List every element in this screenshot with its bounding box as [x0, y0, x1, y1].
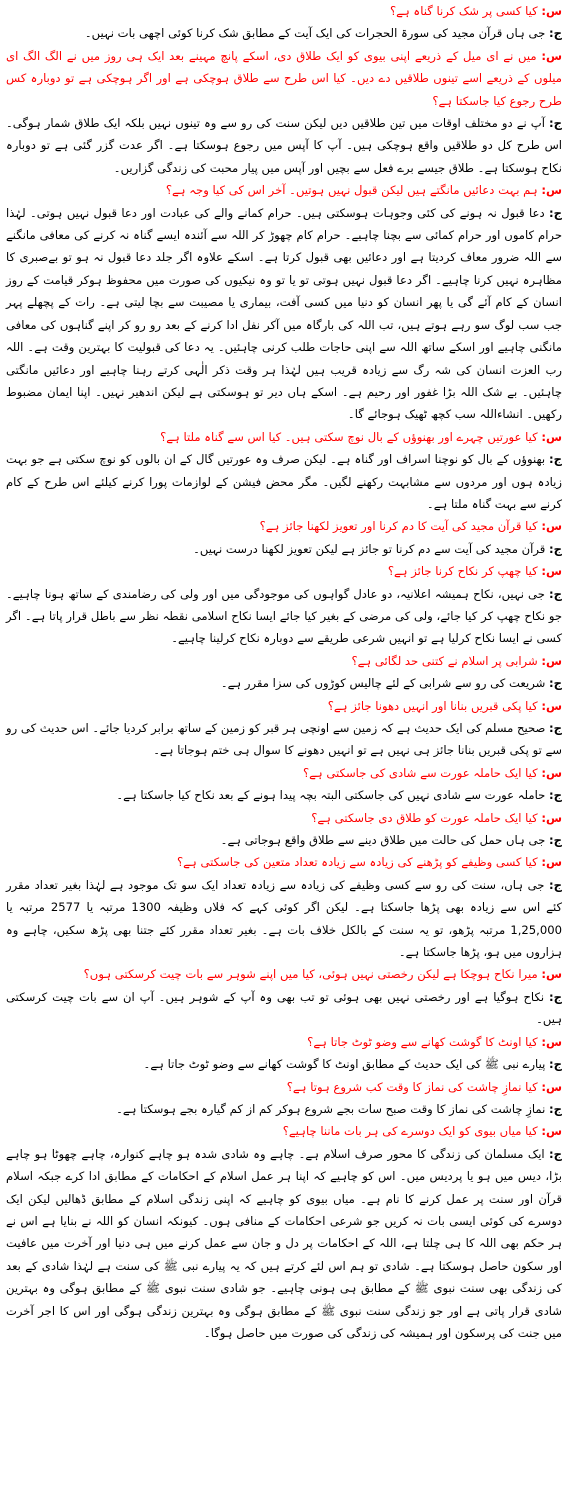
qa-item: [6, 426, 562, 516]
question-marker: س:: [541, 48, 562, 63]
answer-text: جی ہاں قرآن مجید کی سورۃ الحجرات کی ایک آیت کے مطابق شک کرنا کوئی اچھی بات نہیں۔: [84, 26, 546, 41]
question: [6, 0, 562, 22]
question: [6, 650, 562, 672]
qa-item: [6, 807, 562, 852]
question: [6, 515, 562, 537]
question-marker: س:: [541, 855, 562, 870]
answer-text: قرآن مجید کی آیت سے دم کرنا تو جائز ہے لیکن تعویز لکھنا درست نہیں۔: [193, 541, 546, 556]
question-text: کیا چھپ کر نکاح کرنا جائز ہے؟: [387, 564, 538, 579]
question-text: ہم بہت دعائیں مانگتے ہیں لیکن قبول نہیں ہوتیں۔ آخر اس کی کیا وجہ ہے؟: [165, 183, 538, 198]
question-text: کیا اونٹ کا گوشت کھانے سے وضو ٹوٹ جاتا ہے؟: [307, 1034, 538, 1049]
question: [6, 179, 562, 201]
answer: [6, 986, 562, 1031]
question-marker: س:: [541, 1079, 562, 1094]
answer-marker: ج:: [549, 877, 562, 892]
answer-marker: ج:: [549, 676, 562, 691]
qa-item: [6, 179, 562, 425]
question: [6, 762, 562, 784]
answer-text: بھنوؤں کے بال کو نوچنا اسراف اور گناہ ہے۔ لیکن صرف وہ عورتیں گال کے ان بالوں کو نوچ سکتی ہے جو بہت زیادہ ہوں اور مردوں سے مشابہت رکھنے لگیں۔ مگر محض فیشن کے لوازمات پورا کرنے کیلئے اس طرح کے کام کرنے سے بہت گناہ ملتا ہے۔: [6, 452, 562, 511]
answer-marker: ج:: [549, 26, 562, 41]
answer: [6, 784, 562, 806]
answer: [6, 448, 562, 515]
qa-item: [6, 560, 562, 650]
question: [6, 851, 562, 873]
answer-marker: ج:: [549, 452, 562, 467]
answer: [6, 583, 562, 650]
question-text: میرا نکاح ہوچکا ہے لیکن رخصتی نہیں ہوئی، کیا میں اپنے شوہر سے بات چیت کرسکتی ہوں؟: [83, 967, 538, 982]
question-marker: س:: [541, 653, 562, 668]
question-marker: س:: [541, 698, 562, 713]
question-text: کیا قرآن مجید کی آیت کا دم کرنا اور تعویز لکھنا جائز ہے؟: [259, 519, 538, 534]
question: [6, 963, 562, 985]
question-text: کیا پکی قبریں بنانا اور انہیں دھونا جائز ہے؟: [327, 698, 538, 713]
question-marker: س:: [541, 810, 562, 825]
answer-text: شریعت کی رو سے شرابی کے لئے چالیس کوڑوں کی سزا مقرر ہے۔: [220, 676, 546, 691]
question: [6, 45, 562, 112]
answer-marker: ج:: [549, 116, 563, 131]
answer-text: نکاح ہوگیا ہے اور رخصتی نہیں بھی ہوئی تو تب بھی وہ آپ کے شوہر ہیں۔ آپ ان سے بات چیت کرسکتی ہیں۔: [6, 989, 562, 1027]
qa-item: [6, 45, 562, 179]
answer: [6, 874, 562, 964]
question-text: کیا ایک حاملہ عورت کو طلاق دی جاسکتی ہے؟: [311, 810, 538, 825]
answer: [6, 1098, 562, 1120]
qa-item: [6, 650, 562, 695]
answer: [6, 1143, 562, 1345]
answer-text: آپ نے دو مختلف اوقات میں تین طلاقیں دیں لیکن سنت کی رو سے وہ تینوں نہیں بلکہ ایک طلاق شمار ہوگی۔ اس طرح کل دو طلاقیں واقع ہوچکی ہیں۔ آپ کا آپس میں رجوع ہوسکتا ہے۔ اگر عدت گزر گئی ہے تو دوبارہ نکاح ہوسکتا ہے۔ طلاق جیسے برے فعل سے بچیں اور آپس میں پیار محبت کی زندگی گزاریں۔: [6, 116, 562, 175]
qa-item: [6, 1031, 562, 1076]
answer-marker: ج:: [549, 788, 562, 803]
qa-item: [6, 515, 562, 560]
question-marker: س:: [541, 519, 562, 534]
question-text: کیا میاں بیوی کو ایک دوسرے کی ہر بات ماننا چاہیے؟: [282, 1124, 538, 1139]
answer: [6, 22, 562, 44]
qa-item: [6, 0, 562, 45]
question-text: میں نے ای میل کے ذریعے اپنی بیوی کو ایک طلاق دی، اسکے پانچ مہینے بعد ایک ہی روز میں نے الگ الگ ای میلوں کے ذریعے اسے تینوں طلاقیں دے دیں۔ کیا اس طرح سے طلاق ہوچکی ہے اور اگر ہوچکی ہے تو دوبارہ کس طرح رجوع کیا جاسکتا ہے؟: [6, 48, 562, 108]
question-text: شرابی پر اسلام نے کتنی حد لگائی ہے؟: [351, 653, 538, 668]
answer: [6, 538, 562, 560]
answer-text: نمازِ چاشت کی نماز کا وقت صبح سات بجے شروع ہوکر کم از کم گیارہ بجے ہوسکتا ہے۔: [116, 1101, 546, 1116]
answer: [6, 1053, 562, 1075]
question-text: کیا عورتیں چہرے اور بھنوؤں کے بال نوچ سکتی ہیں۔ کیا اس سے گناہ ملتا ہے؟: [160, 429, 538, 444]
answer-text: پیارے نبی ﷺ کی ایک حدیث کے مطابق اونٹ کا گوشت کھانے سے وضو ٹوٹ جاتا ہے۔: [143, 1057, 546, 1072]
answer-text: جی ہاں، سنت کی رو سے کسی وظیفے کی زیادہ سے زیادہ تعداد ایک سو تک موجود ہے لہٰذا بغیر تعداد مقرر کئے اس سے زیادہ بھی پڑھا جاسکتا ہے۔ لیکن اگر کوئی کہے کہ فلاں وظیفہ 1300 مرتبہ یا 2577 مرتبہ یا 1,25,000 مرتبہ پڑھو، تو یہ سنت کے بالکل خلاف بات ہے۔ بغیر تعداد مقرر کئے جتنا بھی پڑھ سکیں، چاہے وہ ہزاروں میں ہو، پڑھا جاسکتا ہے۔: [6, 877, 562, 960]
qa-item: [6, 695, 562, 762]
question: [6, 1031, 562, 1053]
question-text: کیا نمازِ چاشت کی نماز کا وقت کب شروع ہوتا ہے؟: [286, 1079, 538, 1094]
answer-text: جی ہاں حمل کی حالت میں طلاق دینے سے طلاق واقع ہوجاتی ہے۔: [220, 833, 546, 848]
question-text: کیا کسی وظیفے کو پڑھنے کی زیادہ سے زیادہ تعداد متعین کی جاسکتی ہے؟: [177, 855, 538, 870]
question: [6, 426, 562, 448]
qa-item: [6, 762, 562, 807]
question-marker: س:: [541, 967, 562, 982]
answer: [6, 829, 562, 851]
answer-text: جی نہیں، نکاح ہمیشہ اعلانیہ، دو عادل گواہوں کی موجودگی میں اور ولی کی رضامندی کے ساتھ ہونا چاہیے۔ جو نکاح چھپ کر کیا جائے، ولی کی مرضی کے بغیر کیا جائے ایسا نکاح اسلامی نقطہ نظر سے باطل قرار پاتا ہے۔ اگر کسی نے ایسا نکاح کرلیا ہے تو انہیں شرعی طریقے سے دوبارہ نکاح کرلینا چاہیے۔: [6, 586, 562, 646]
qa-item: [6, 1120, 562, 1344]
question: [6, 807, 562, 829]
answer-text: صحیح مسلم کی ایک حدیث ہے کہ زمین سے اونچی ہر قبر کو زمین کے ساتھ برابر کردیا جائے۔ اس حدیث کی رو سے تو پکی قبریں بنانا جائز ہی نہیں ہے تو انہیں دھونے کا سوال ہی ختم ہوجاتا ہے۔: [6, 721, 562, 758]
answer-marker: ج:: [549, 1057, 562, 1072]
question-text: کیا کسی پر شک کرنا گناہ ہے؟: [390, 4, 538, 18]
question-marker: س:: [541, 765, 562, 780]
answer: [6, 717, 562, 762]
qa-item: [6, 963, 562, 1030]
question-marker: س:: [541, 564, 562, 579]
question-marker: س:: [541, 1034, 562, 1049]
answer-marker: ج:: [549, 586, 563, 601]
answer: [6, 112, 562, 179]
question-marker: س:: [541, 4, 562, 18]
answer-marker: ج:: [549, 1101, 562, 1116]
question: [6, 1076, 562, 1098]
question-text: کیا ایک حاملہ عورت سے شادی کی جاسکتی ہے؟: [302, 765, 538, 780]
answer-text: ایک مسلمان کی زندگی کا محور صرف اسلام ہے۔ چاہے وہ شادی شدہ ہو چاہے کنوارہ، چاہے چھوٹا ہو چاہے بڑا، دیس میں ہو یا پردیس میں۔ اس کو چاہیے کہ اپنا ہر عمل اسلام کے احکامات کے مطابق ادا کرے جبکہ اسلام قرآن اور سنت پر عمل کرنے کا نام ہے۔ میاں بیوی کو چاہیے کہ اپنی زندگی اسلام کے مطابق ڈھالیں لیکن ایک دوسرے کی کوئی ایسی بات نہ کریں جو شرعی احکامات کے منافی ہوں۔ کیونکہ انسان کو اللہ نے بنایا ہے اس نے ہر حکم بھی اللہ کا ہی چلتا ہے، اللہ کے احکامات پر دل و جان سے عمل کرنے میں ہی دنیا اور آخرت میں عافیت اور سکون حاصل ہوسکتا ہے۔ شادی تو ہم اس لئے کرتے ہیں کہ یہ پیارے نبی ﷺ کی سنت ہے لہٰذا شادی کے بعد کی زندگی بھی سنت نبوی ﷺ کے مطابق ہی ہونی چاہیے۔ جو شادی سنت نبوی ﷺ کے مطابق ہوگی وہ بہترین شادی قرار پاتی ہے اور جو زندگی سنت نبوی ﷺ کے مطابق ہوگی وہ بہترین زندگی ہوگی اور اس کا اجر آخرت میں جنت کی پرسکون اور ہمیشہ کی زندگی کی صورت میں حاصل ہوگا۔: [6, 1146, 562, 1340]
answer-marker: ج:: [549, 833, 562, 848]
answer-text: دعا قبول نہ ہونے کی کئی وجوہات ہوسکتی ہیں۔ حرام کمانے والے کی عبادت اور دعا قبول نہیں ہوتی۔ لہٰذا حرام کاموں اور حرام کمائی سے بچنا چاہیے۔ حرام کام چھوڑ کر اللہ سے آئندہ ایسے گناہ نہ کرنے کی معافی مانگنے سے اللہ ضرور معاف کردیتا ہے اور دعائیں بھی قبول کرتا ہے۔ اسکے علاوہ اگر جلد دعا قبول نہ ہو تو بےصبری کا مظاہرہ نہیں کرنا چاہیے۔ اگر دعا قبول نہیں ہوتی تو یا تو وہ نیکیوں کی صورت میں محفوظ ہوکر قیامت کے روز انسان کے کام آئے گی یا پھر انسان کو دنیا میں کسی آفت، بیماری یا مصیبت سے بچا لیتی ہے۔ رات کے پچھلے پہر جب سب لوگ سو رہے ہوتے ہیں، تب اللہ کی بارگاہ میں آکر نفل ادا کرنے کے بعد رو رو کر اپنے گناہوں کی معافی مانگنی چاہیے اور اسکے ساتھ اللہ سے اپنی حاجات طلب کرنی چاہئیں۔ یہ دعا کی قبولیت کا بہترین وقت ہے۔ اللہ رب العزت انسان کی شہ رگ سے زیادہ قریب ہیں لہٰذا ہر وقت ذکر الٰہی کرتے رہنا چاہیے اور دعائیں مانگتی چاہئیں۔ بے شک اللہ بڑا غفور اور رحیم ہے۔ اسکے ہاں دیر تو ہوسکتی ہے لیکن اندھیر نہیں۔ اپنا ایمان مضبوط رکھیں۔ انشاءاللہ سب کچھ ٹھیک ہوجائے گا۔: [6, 205, 562, 422]
question-marker: س:: [541, 183, 562, 198]
answer-marker: ج:: [549, 721, 562, 735]
answer-text: حاملہ عورت سے شادی نہیں کی جاسکتی البتہ بچہ پیدا ہونے کے بعد نکاح کیا جاسکتا ہے۔: [116, 788, 546, 803]
question: [6, 560, 562, 582]
qa-item: [6, 851, 562, 963]
answer-marker: ج:: [549, 1146, 562, 1161]
answer-marker: ج:: [549, 541, 562, 556]
answer-marker: ج:: [549, 989, 562, 1004]
question: [6, 695, 562, 717]
question-marker: س:: [541, 1124, 562, 1139]
question: [6, 1120, 562, 1142]
question-marker: س:: [541, 429, 562, 444]
qa-item: [6, 1076, 562, 1121]
answer: [6, 202, 562, 426]
answer-marker: ج:: [549, 205, 563, 220]
answer: [6, 672, 562, 694]
